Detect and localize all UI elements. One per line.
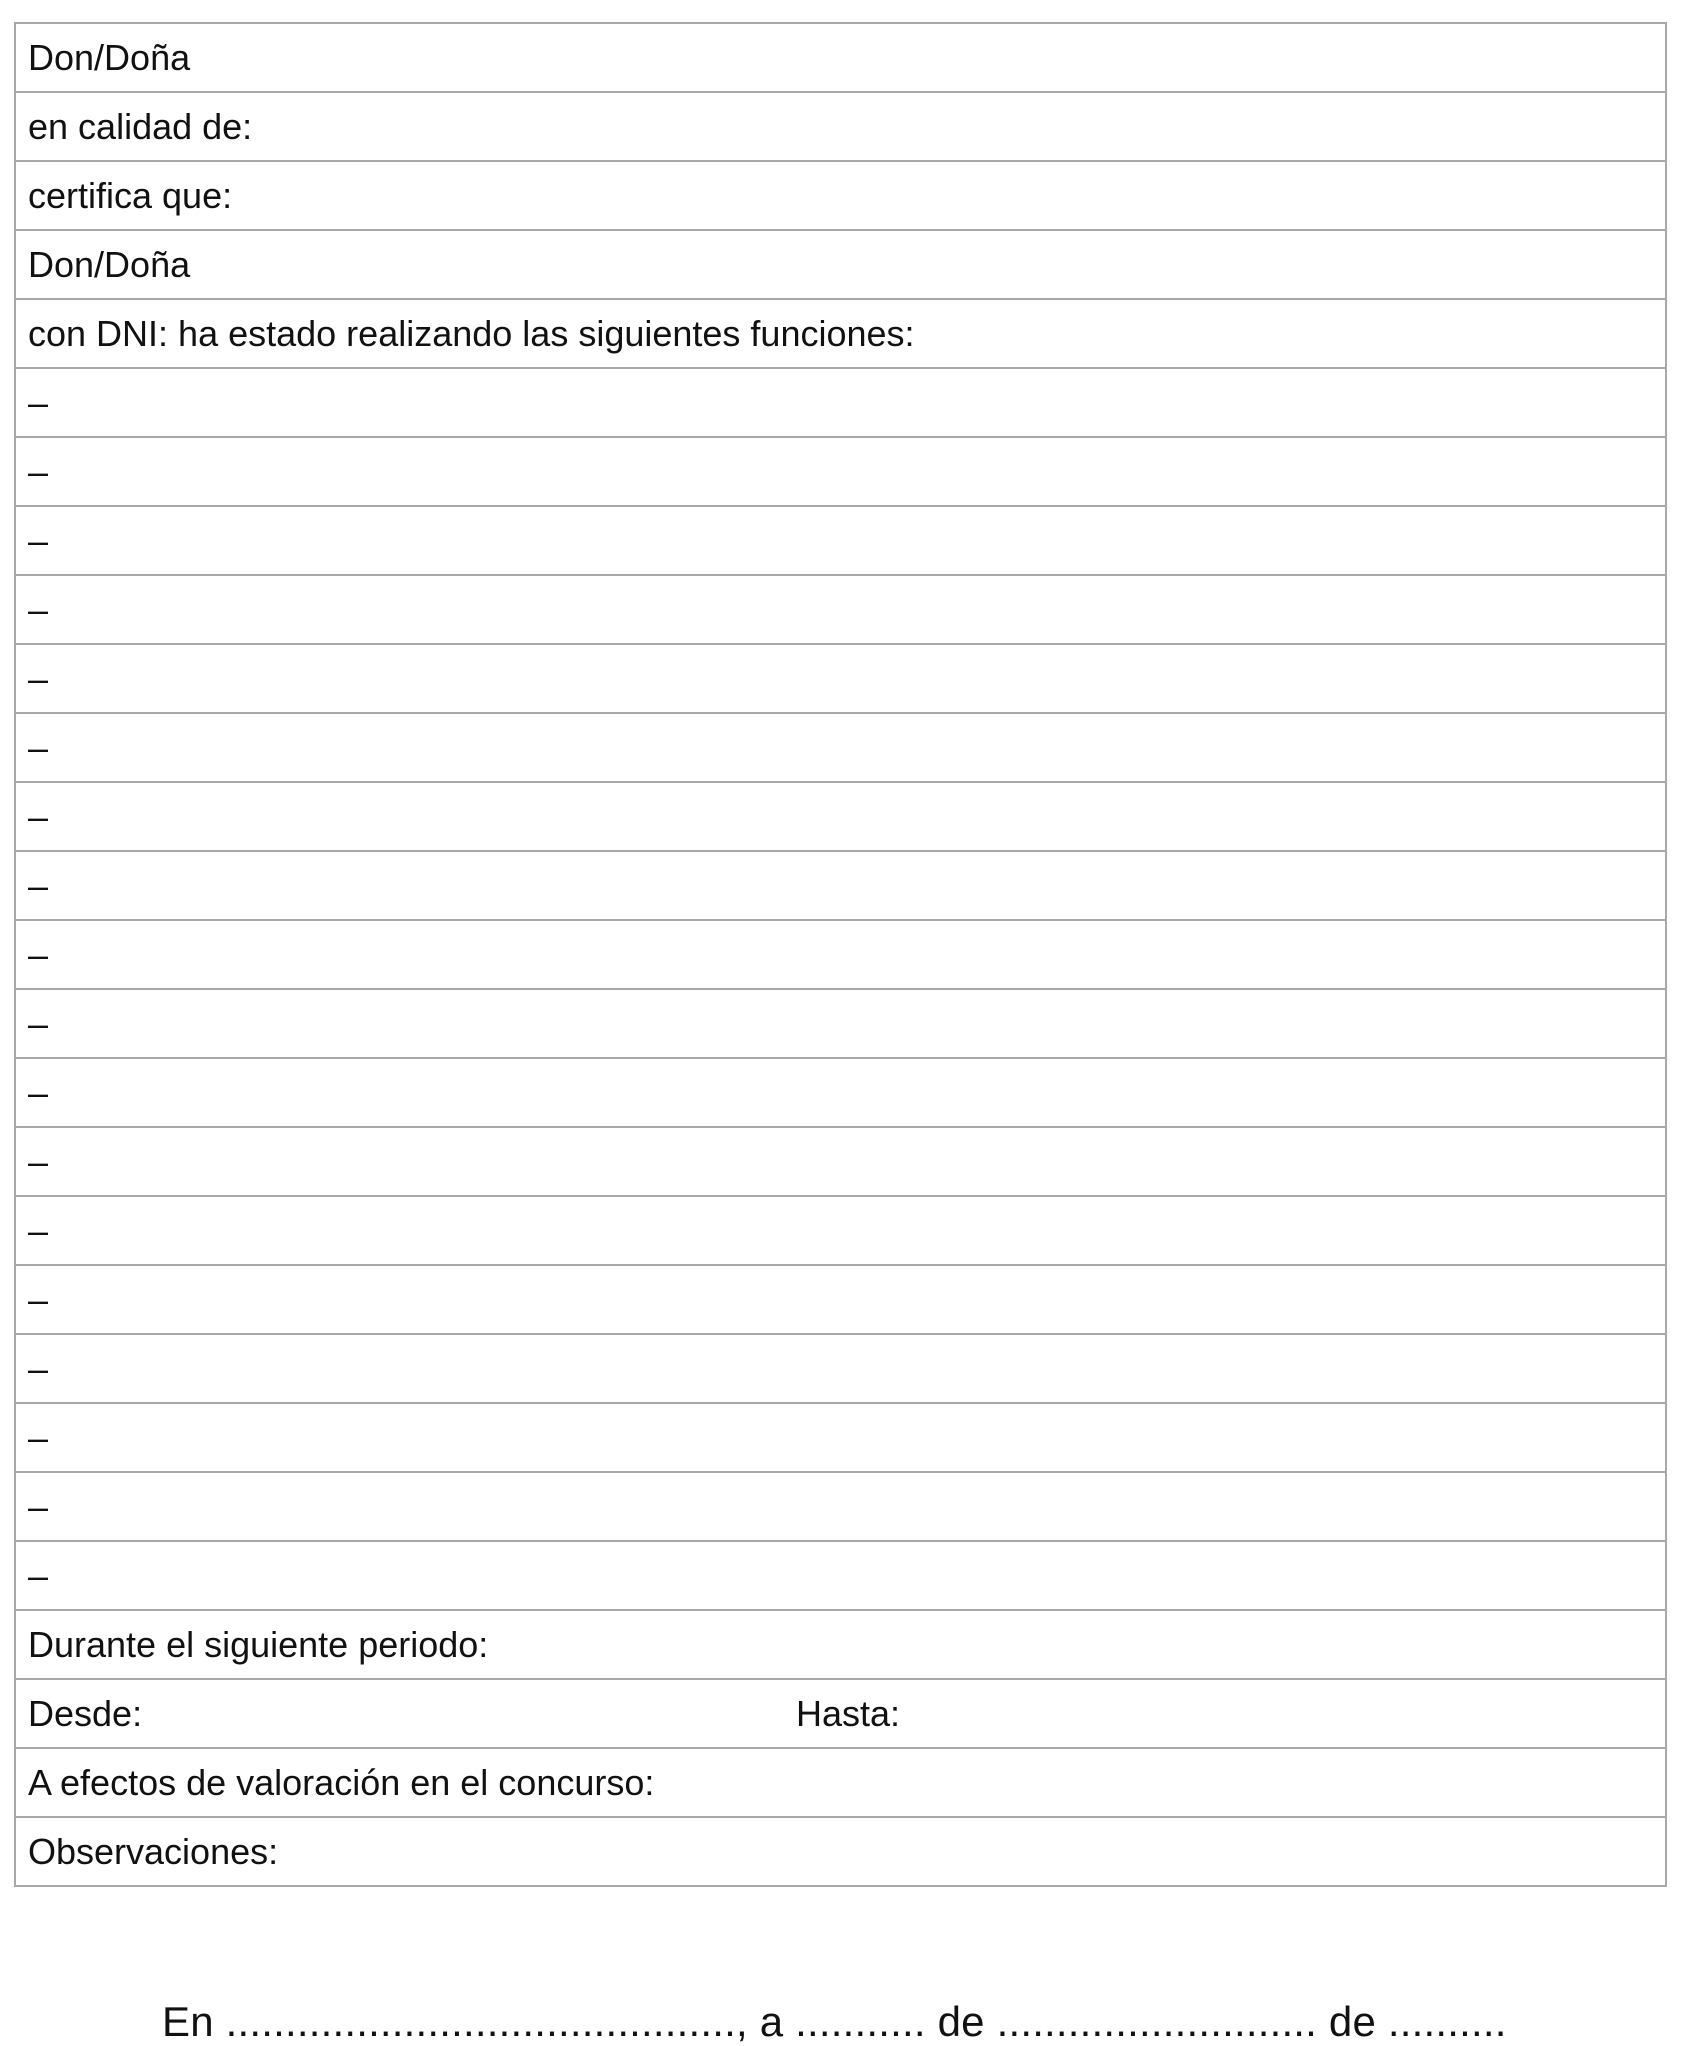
don-dona-field-1[interactable]: Don/Doña (15, 23, 1666, 92)
table-row (15, 575, 1666, 644)
table-row (15, 1472, 1666, 1541)
function-line-10[interactable]: – (15, 989, 1666, 1058)
table-row (15, 1058, 1666, 1127)
certificate-form-table (14, 22, 1667, 1887)
function-line-1[interactable]: – (15, 368, 1666, 437)
table-row (15, 851, 1666, 920)
table-row (15, 713, 1666, 782)
table-row (15, 1610, 1666, 1679)
function-line-7[interactable]: – (15, 782, 1666, 851)
table-row (15, 161, 1666, 230)
function-line-15[interactable]: – (15, 1334, 1666, 1403)
function-line-5[interactable]: – (15, 644, 1666, 713)
table-row (15, 1541, 1666, 1610)
table-row (15, 1817, 1666, 1886)
function-line-13[interactable]: – (15, 1196, 1666, 1265)
function-line-16[interactable]: – (15, 1403, 1666, 1472)
function-line-8[interactable]: – (15, 851, 1666, 920)
table-row (15, 23, 1666, 92)
table-row (15, 437, 1666, 506)
table-row (15, 299, 1666, 368)
dni-funciones-field[interactable]: con DNI: ha estado realizando las siguientes funciones: (15, 299, 1666, 368)
table-row (15, 92, 1666, 161)
certificate-form-body (15, 23, 1666, 1886)
table-row (15, 644, 1666, 713)
don-dona-field-2[interactable]: Don/Doña (15, 230, 1666, 299)
table-row (15, 1265, 1666, 1334)
function-line-18[interactable]: – (15, 1541, 1666, 1610)
table-row (15, 1748, 1666, 1817)
en-calidad-de-field[interactable]: en calidad de: (15, 92, 1666, 161)
table-row (15, 1334, 1666, 1403)
table-row (15, 782, 1666, 851)
table-row (15, 989, 1666, 1058)
function-line-4[interactable]: – (15, 575, 1666, 644)
function-line-2[interactable]: – (15, 437, 1666, 506)
certifica-que-field[interactable]: certifica que: (15, 161, 1666, 230)
function-line-3[interactable]: – (15, 506, 1666, 575)
table-row (15, 1127, 1666, 1196)
table-row (15, 230, 1666, 299)
hasta-label: Hasta: (796, 1692, 901, 1734)
function-line-9[interactable]: – (15, 920, 1666, 989)
function-line-6[interactable]: – (15, 713, 1666, 782)
table-row (15, 1679, 1666, 1748)
table-row (15, 506, 1666, 575)
desde-label: Desde: (28, 1692, 143, 1734)
function-line-11[interactable]: – (15, 1058, 1666, 1127)
function-line-17[interactable]: – (15, 1472, 1666, 1541)
desde-hasta-field[interactable] (15, 1679, 1666, 1748)
table-row (15, 920, 1666, 989)
place-date-line[interactable]: En ..........................................., a ........... de ........................... de .......... (162, 1998, 1507, 2045)
function-line-12[interactable]: – (15, 1127, 1666, 1196)
table-row (15, 1196, 1666, 1265)
table-row (15, 1403, 1666, 1472)
period-label-field[interactable]: Durante el siguiente periodo: (15, 1610, 1666, 1679)
function-line-14[interactable]: – (15, 1265, 1666, 1334)
observaciones-field[interactable]: Observaciones: (15, 1817, 1666, 1886)
table-row (15, 368, 1666, 437)
efectos-valoracion-field[interactable]: A efectos de valoración en el concurso: (15, 1748, 1666, 1817)
